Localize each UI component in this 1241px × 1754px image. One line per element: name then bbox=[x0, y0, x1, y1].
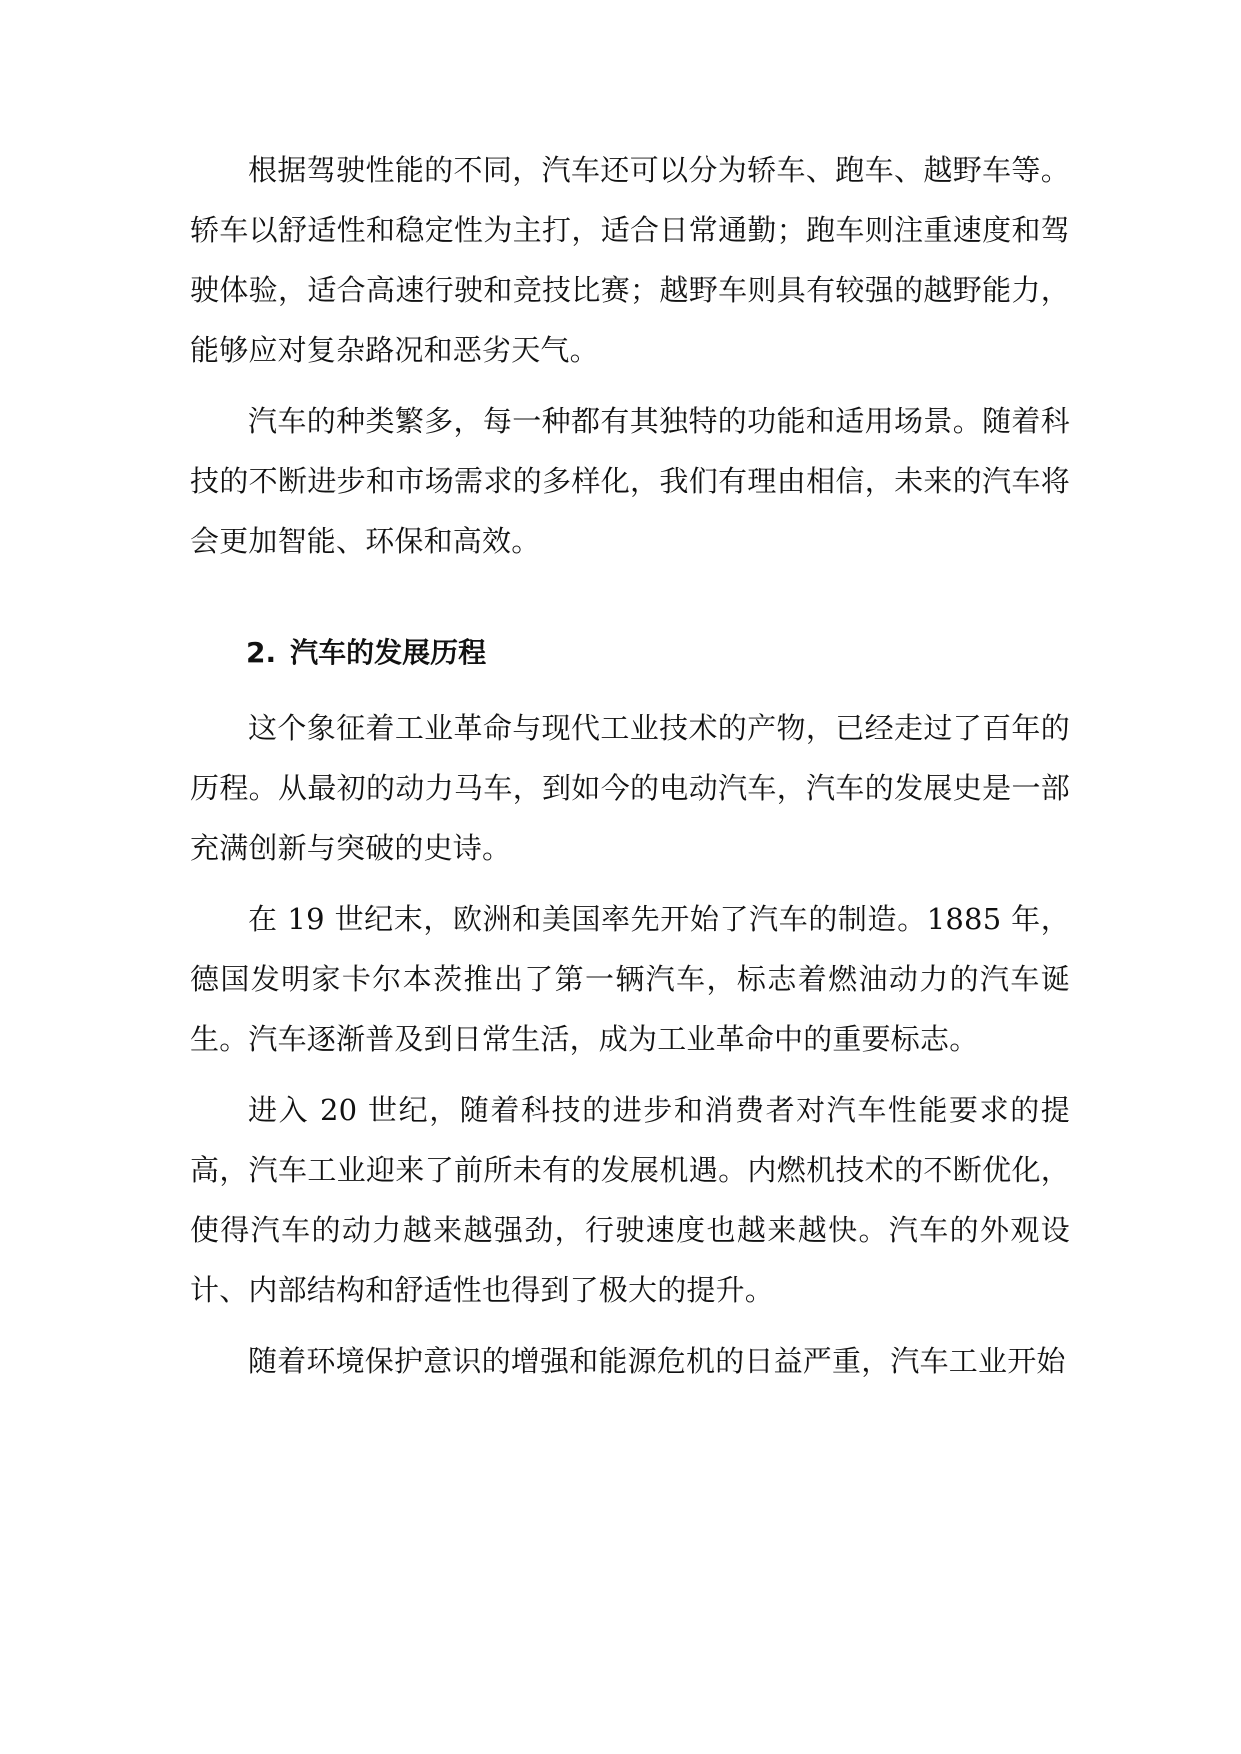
paragraph-driving-performance: 根据驾驶性能的不同，汽车还可以分为轿车、跑车、越野车等。轿车以舒适性和稳定性为主打，适合日常通勤；跑车则注重速度和驾驶体验，适合高速行驶和竞技比赛；越野车则具有较强的越野能力，能够应对复杂路况和恶劣天气。 bbox=[190, 153, 1070, 367]
paragraph-environment: 随着环境保护意识的增强和能源危机的日益严重，汽车工业开始 bbox=[248, 1344, 1066, 1378]
section-heading bbox=[190, 623, 1070, 683]
section-number: 2. bbox=[246, 636, 277, 669]
paragraph-history-intro: 这个象征着工业革命与现代工业技术的产物，已经走过了百年的历程。从最初的动力马车，到如今的电动汽车，汽车的发展史是一部充满创新与突破的史诗。 bbox=[190, 711, 1070, 865]
paragraph-19th-century: 在 19 世纪末，欧洲和美国率先开始了汽车的制造。1885 年，德国发明家卡尔本茨推出了第一辆汽车，标志着燃油动力的汽车诞生。汽车逐渐普及到日常生活，成为工业革命中的重要标志。 bbox=[190, 902, 1070, 1056]
paragraph-vehicle-variety: 汽车的种类繁多，每一种都有其独特的功能和适用场景。随着科技的不断进步和市场需求的多样化，我们有理由相信，未来的汽车将会更加智能、环保和高效。 bbox=[190, 404, 1070, 558]
section-title: 汽车的发展历程 bbox=[290, 636, 487, 669]
document-body bbox=[190, 140, 1070, 1402]
paragraph-20th-century: 进入 20 世纪，随着科技的进步和消费者对汽车性能要求的提高，汽车工业迎来了前所未有的发展机遇。内燃机技术的不断优化，使得汽车的动力越来越强劲，行驶速度也越来越快。汽车的外观设计、内部结构和舒适性也得到了极大的提升。 bbox=[190, 1093, 1070, 1307]
